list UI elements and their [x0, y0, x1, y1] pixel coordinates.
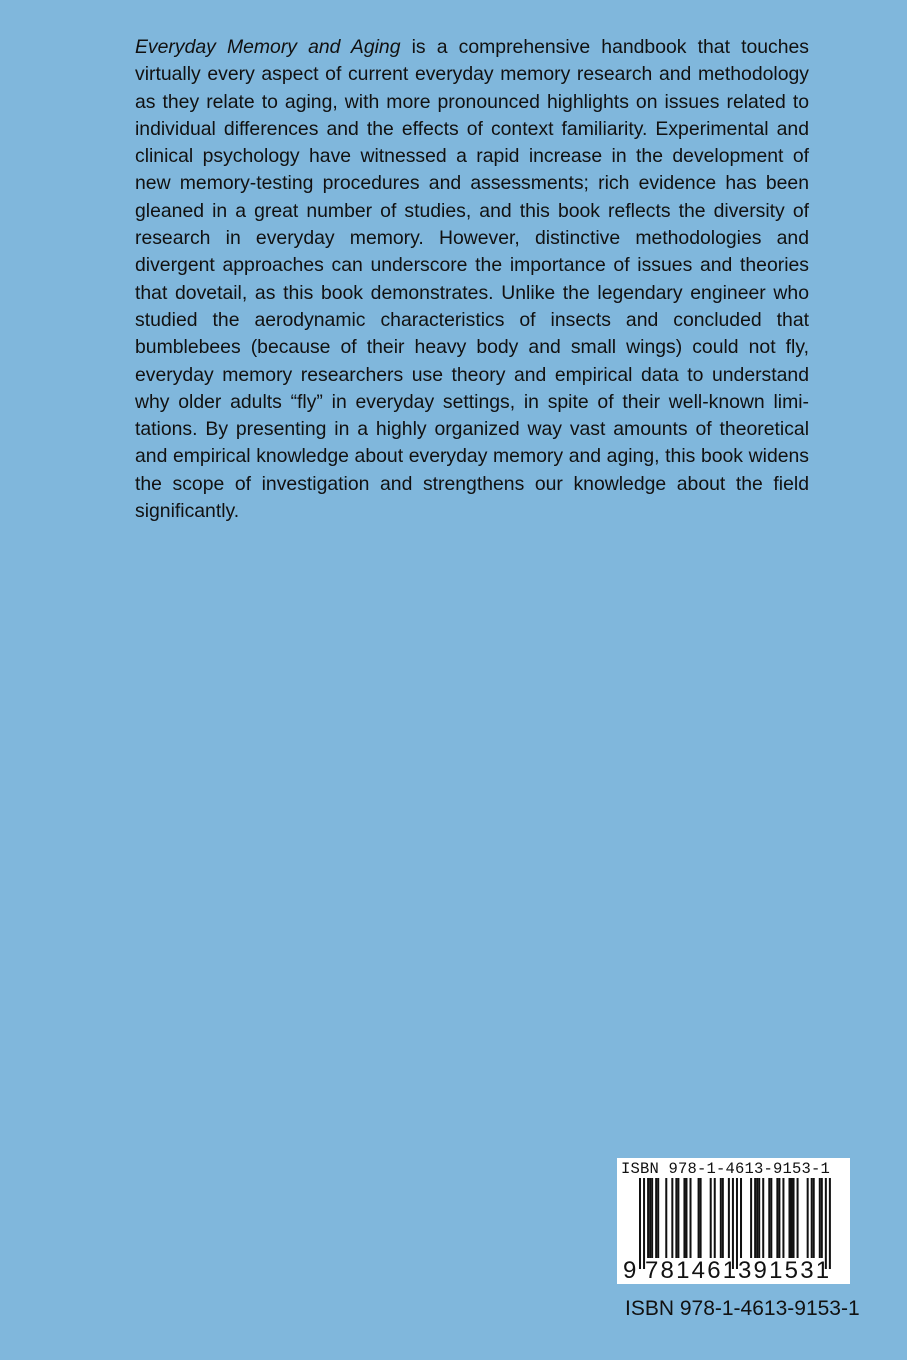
barcode-bar: [671, 1178, 673, 1258]
barcode-bar: [698, 1178, 700, 1258]
barcode-bar: [651, 1178, 653, 1258]
barcode-bar: [756, 1178, 758, 1258]
barcode-digits-right: 391531: [738, 1257, 832, 1284]
barcode-bar: [793, 1178, 795, 1258]
barcode-bar: [776, 1178, 778, 1258]
barcode-bar: [700, 1178, 702, 1258]
barcode-bar: [722, 1178, 724, 1258]
barcode-bar: [685, 1178, 687, 1258]
barcode-bar: [762, 1178, 764, 1258]
barcode-bar: [649, 1178, 651, 1258]
barcode-bar: [791, 1178, 793, 1258]
barcode-digits-left: 781461: [645, 1257, 739, 1284]
book-title: Everyday Memory and Aging: [135, 36, 401, 58]
barcode-bar: [829, 1178, 831, 1269]
barcode-bar: [778, 1178, 780, 1258]
barcode-isbn-label: ISBN 978-1-4613-9153-1: [621, 1160, 831, 1178]
barcode-bar: [647, 1178, 649, 1258]
barcode-digit-first: 9: [623, 1257, 637, 1284]
barcode-bar: [770, 1178, 772, 1258]
barcode-bar: [690, 1178, 692, 1258]
barcode-bar: [825, 1178, 827, 1269]
barcode-bar: [720, 1178, 722, 1258]
barcode-bar: [797, 1178, 799, 1258]
barcode-bar: [811, 1178, 813, 1258]
barcode-bar: [732, 1178, 734, 1269]
blurb-text: is a comprehensive handbook that touches virtually every aspect of current everyday memory research and methodology as they relate to aging, with more pronounced highlights on issues related to individual differences and the effects of context familiarity. Experimental and clinical psychology have witnessed a rapid increase in the development of new memory-testing procedures and assessments; rich evidence has been gleaned in a great number of studies, and this book reflects the diversity of research in everyday memory. However, distinctive methodologies and divergent approaches can underscore the importance of issues and theories that dovetail, as this book demonstrates. Unlike the legendary engineer who studied the aerodynamic characteristics of insects and concluded that bumblebees (because of their heavy body and small wings) could not fly, everyday memory researchers use theory and empirical data to understand why older adults “fly” in everyday settings, in spite of their well-known limitations. By presenting in a highly organized way vast amounts of theoretical and empirical knowledge about everyday memory and aging, this book widens the scope of investigation and strengthens our knowledge about the field significantly.: [135, 36, 809, 523]
barcode-bar: [736, 1178, 738, 1269]
barcode-bar: [643, 1178, 645, 1269]
barcode-bar: [657, 1178, 659, 1258]
barcode-bar: [714, 1178, 716, 1258]
barcode-bar: [655, 1178, 657, 1258]
barcode-bar: [710, 1178, 712, 1258]
back-cover-blurb: [135, 34, 809, 525]
isbn-text: ISBN 978-1-4613-9153-1: [625, 1297, 860, 1320]
barcode-bar: [677, 1178, 679, 1258]
barcode-bar: [807, 1178, 809, 1258]
barcode-bar: [675, 1178, 677, 1258]
barcode-bar: [750, 1178, 752, 1258]
barcode-bar: [813, 1178, 815, 1258]
barcode-bar: [819, 1178, 821, 1258]
barcode-bar: [768, 1178, 770, 1258]
barcode-bar: [728, 1178, 730, 1258]
barcode-bar: [788, 1178, 790, 1258]
barcode-bar: [639, 1178, 641, 1269]
barcode-bar: [665, 1178, 667, 1258]
barcode-bar: [758, 1178, 760, 1258]
isbn-barcode: [617, 1158, 850, 1284]
barcode-bar: [683, 1178, 685, 1258]
barcode-bar: [782, 1178, 784, 1258]
barcode-bar: [821, 1178, 823, 1258]
barcode-bar: [740, 1178, 742, 1258]
barcode-bar: [754, 1178, 756, 1258]
